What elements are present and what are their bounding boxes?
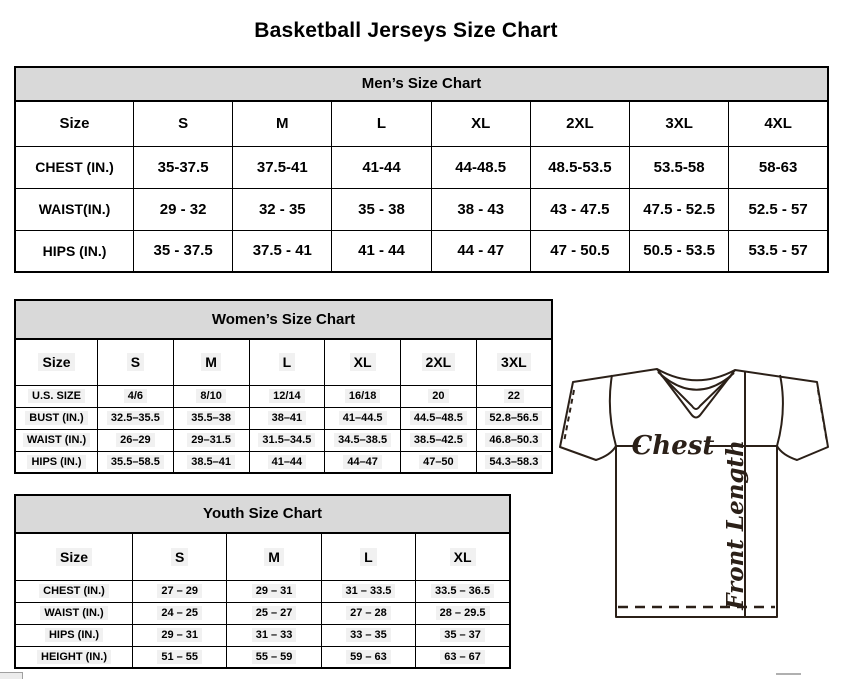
table-row: [15, 188, 828, 230]
cell-text: 31 – 33.5: [342, 584, 396, 598]
mens-size-chart-section: [14, 66, 829, 273]
table-cell: [431, 146, 530, 188]
header-row: [15, 101, 828, 146]
cell-text: L: [376, 115, 387, 133]
row-label: [15, 146, 134, 188]
front-length-label: Front Length: [722, 440, 749, 610]
cell-text: 46.8–50.3: [485, 433, 542, 447]
table-cell: [401, 451, 477, 473]
cell-text: 29–31.5: [187, 433, 235, 447]
cell-text: 38 - 43: [457, 200, 505, 218]
cell-text: 41-44: [362, 158, 401, 176]
table-cell: [401, 429, 477, 451]
column-header-l: [332, 101, 431, 146]
cell-text: 52.8–56.5: [485, 411, 542, 425]
scrollbar-fragment-left: [0, 672, 23, 679]
cell-text: WAIST (IN.): [23, 433, 90, 447]
cell-text: 35 - 37.5: [153, 242, 213, 260]
cell-text: 59 – 63: [346, 650, 391, 664]
table-cell: [98, 429, 174, 451]
table-cell: [530, 146, 629, 188]
table-cell: [729, 188, 828, 230]
table-cell: [630, 188, 729, 230]
column-header-s: [133, 533, 227, 580]
youth-size-table: [14, 532, 511, 669]
cell-text: 47–50: [419, 455, 458, 469]
row-label: [15, 451, 98, 473]
cell-text: 25 – 27: [252, 606, 297, 620]
table-cell: [630, 146, 729, 188]
header-row: [15, 339, 552, 385]
cell-text: WAIST (IN.): [40, 606, 107, 620]
cell-text: 51 – 55: [157, 650, 202, 664]
cell-text: 31 – 33: [252, 628, 297, 642]
cell-text: M: [276, 115, 289, 133]
cell-text: 35.5–38: [187, 411, 235, 425]
table-cell: [416, 624, 510, 646]
right-sleeve-seam: [777, 375, 783, 446]
table-cell: [332, 146, 431, 188]
cell-text: 32.5–35.5: [107, 411, 164, 425]
table-cell: [729, 230, 828, 272]
table-cell: [530, 230, 629, 272]
table-cell: [249, 385, 325, 407]
cell-text: S: [171, 548, 188, 566]
column-header-3xl: [630, 101, 729, 146]
column-header-s: [98, 339, 174, 385]
table-cell: [476, 407, 552, 429]
cell-text: 24 – 25: [157, 606, 202, 620]
table-cell: [98, 407, 174, 429]
table-cell: [321, 580, 415, 602]
youth-chart-title: Youth Size Chart: [14, 494, 511, 532]
cell-text: 29 – 31: [157, 628, 202, 642]
cell-text: 33.5 – 36.5: [431, 584, 494, 598]
cell-text: 43 - 47.5: [550, 200, 610, 218]
cell-text: 44 - 47: [457, 242, 505, 260]
table-row: [15, 451, 552, 473]
table-cell: [133, 624, 227, 646]
table-cell: [325, 429, 401, 451]
table-cell: [416, 602, 510, 624]
table-cell: [325, 407, 401, 429]
size-corner-header: [15, 533, 133, 580]
left-sleeve-seam: [610, 375, 616, 446]
table-cell: [98, 451, 174, 473]
column-header-m: [173, 339, 249, 385]
cell-text: 12/14: [269, 389, 305, 403]
table-cell: [321, 646, 415, 668]
scrollbar-fragment-right: [776, 673, 801, 675]
table-cell: [133, 580, 227, 602]
table-cell: [630, 230, 729, 272]
cell-text: U.S. SIZE: [28, 389, 85, 403]
cell-text: 37.5-41: [256, 158, 308, 176]
cell-text: 41–44: [268, 455, 307, 469]
table-cell: [233, 188, 332, 230]
row-label: [15, 624, 133, 646]
table-cell: [249, 429, 325, 451]
cell-text: 52.5 - 57: [748, 200, 808, 218]
cell-text: 27 – 28: [346, 606, 391, 620]
mens-size-table: [14, 100, 829, 273]
cell-text: 29 – 31: [252, 584, 297, 598]
womens-size-table: [14, 338, 553, 474]
table-cell: [249, 451, 325, 473]
row-label: [15, 429, 98, 451]
cell-text: 35 - 38: [358, 200, 405, 218]
table-cell: [227, 580, 321, 602]
table-cell: [416, 646, 510, 668]
table-cell: [416, 580, 510, 602]
cell-text: 32 - 35: [258, 200, 306, 218]
column-header-xl: [431, 101, 530, 146]
cell-text: 41–44.5: [339, 411, 387, 425]
table-row: [15, 429, 552, 451]
table-cell: [173, 451, 249, 473]
header-row: [15, 533, 510, 580]
table-cell: [133, 646, 227, 668]
page-title: Basketball Jerseys Size Chart: [254, 19, 558, 43]
cell-text: HIPS (IN.): [42, 242, 107, 259]
cell-text: HIPS (IN.): [27, 455, 85, 469]
cell-text: 28 – 29.5: [436, 606, 490, 620]
cell-text: 3XL: [665, 115, 693, 133]
table-row: [15, 646, 510, 668]
cell-text: 16/18: [345, 389, 381, 403]
table-cell: [476, 451, 552, 473]
table-row: [15, 407, 552, 429]
table-cell: [133, 602, 227, 624]
cell-text: 8/10: [196, 389, 225, 403]
table-cell: [476, 429, 552, 451]
youth-size-chart-section: [14, 494, 511, 669]
row-label: [15, 407, 98, 429]
column-header-2xl: [401, 339, 477, 385]
table-cell: [173, 429, 249, 451]
table-cell: [729, 146, 828, 188]
table-cell: [249, 407, 325, 429]
cell-text: 44-48.5: [455, 158, 507, 176]
table-cell: [233, 146, 332, 188]
table-cell: [431, 230, 530, 272]
cell-text: HEIGHT (IN.): [37, 650, 111, 664]
cell-text: 4XL: [764, 115, 792, 133]
table-cell: [325, 385, 401, 407]
cell-text: XL: [471, 115, 491, 133]
mens-size-table-container: [14, 100, 829, 273]
table-cell: [332, 230, 431, 272]
table-cell: [227, 646, 321, 668]
cell-text: HIPS (IN.): [45, 628, 103, 642]
cell-text: 35.5–58.5: [107, 455, 164, 469]
cell-text: 26–29: [116, 433, 155, 447]
cell-text: M: [201, 353, 221, 371]
cell-text: 44–47: [343, 455, 382, 469]
cell-text: S: [127, 353, 144, 371]
table-row: [15, 385, 552, 407]
youth-size-table-container: [14, 532, 511, 669]
cell-text: 37.5 - 41: [252, 242, 312, 260]
table-cell: [98, 385, 174, 407]
mens-chart-title: Men’s Size Chart: [14, 66, 829, 100]
table-cell: [134, 188, 233, 230]
table-cell: [227, 624, 321, 646]
cell-text: 38–41: [268, 411, 307, 425]
womens-size-chart-section: [14, 299, 553, 474]
cell-text: S: [178, 115, 189, 133]
cell-text: 34.5–38.5: [334, 433, 391, 447]
cell-text: 27 – 29: [157, 584, 202, 598]
cell-text: L: [360, 548, 377, 566]
table-cell: [233, 230, 332, 272]
cell-text: L: [279, 353, 296, 371]
cell-text: M: [264, 548, 284, 566]
cell-text: BUST (IN.): [25, 411, 87, 425]
jersey-outline: [560, 369, 828, 617]
column-header-l: [321, 533, 415, 580]
cell-text: WAIST(IN.): [38, 201, 111, 217]
table-cell: [134, 230, 233, 272]
table-cell: [476, 385, 552, 407]
row-label: [15, 230, 134, 272]
column-header-m: [227, 533, 321, 580]
cell-text: 4/6: [124, 389, 147, 403]
column-header-4xl: [729, 101, 828, 146]
row-label: [15, 602, 133, 624]
table-row: [15, 624, 510, 646]
womens-size-table-container: [14, 338, 553, 474]
cell-text: XL: [450, 548, 476, 566]
column-header-xl: [416, 533, 510, 580]
cell-text: 33 – 35: [346, 628, 391, 642]
row-label: [15, 646, 133, 668]
table-cell: [173, 385, 249, 407]
cell-text: Size: [56, 548, 92, 566]
cell-text: 3XL: [497, 353, 531, 371]
table-cell: [530, 188, 629, 230]
cell-text: 22: [504, 389, 524, 403]
table-cell: [401, 385, 477, 407]
table-cell: [325, 451, 401, 473]
womens-chart-title: Women’s Size Chart: [14, 299, 553, 338]
cell-text: 55 – 59: [252, 650, 297, 664]
cell-text: 35 – 37: [440, 628, 485, 642]
table-cell: [227, 602, 321, 624]
column-header-2xl: [530, 101, 629, 146]
table-cell: [321, 624, 415, 646]
row-label: [15, 385, 98, 407]
cell-text: 41 - 44: [358, 242, 405, 260]
cell-text: Size: [38, 353, 74, 371]
cell-text: 44.5–48.5: [410, 411, 467, 425]
jersey-measurement-diagram: [556, 358, 840, 632]
cell-text: 54.3–58.3: [485, 455, 542, 469]
table-row: [15, 580, 510, 602]
size-corner-header: [15, 101, 134, 146]
column-header-l: [249, 339, 325, 385]
chest-label: Chest: [631, 431, 715, 461]
cell-text: 35-37.5: [157, 158, 209, 176]
cell-text: 38.5–41: [187, 455, 235, 469]
cell-text: 29 - 32: [159, 200, 207, 218]
cell-text: 2XL: [422, 353, 456, 371]
cell-text: 53.5 - 57: [748, 242, 808, 260]
row-label: [15, 580, 133, 602]
size-corner-header: [15, 339, 98, 385]
table-row: [15, 230, 828, 272]
column-header-xl: [325, 339, 401, 385]
table-cell: [431, 188, 530, 230]
table-row: [15, 602, 510, 624]
table-row: [15, 146, 828, 188]
cell-text: CHEST (IN.): [35, 159, 114, 175]
table-cell: [134, 146, 233, 188]
column-header-m: [233, 101, 332, 146]
cell-text: 47 - 50.5: [550, 242, 610, 260]
cell-text: CHEST (IN.): [39, 584, 109, 598]
cell-text: 47.5 - 52.5: [643, 200, 715, 218]
column-header-s: [134, 101, 233, 146]
cell-text: 58-63: [758, 158, 798, 176]
column-header-3xl: [476, 339, 552, 385]
cell-text: Size: [59, 115, 90, 133]
cell-text: 38.5–42.5: [410, 433, 467, 447]
cell-text: 53.5-58: [653, 158, 705, 176]
cell-text: 20: [428, 389, 448, 403]
cell-text: 2XL: [566, 115, 594, 133]
cell-text: 63 – 67: [440, 650, 485, 664]
table-cell: [321, 602, 415, 624]
cell-text: XL: [350, 353, 376, 371]
cell-text: 31.5–34.5: [258, 433, 315, 447]
row-label: [15, 188, 134, 230]
cell-text: 48.5-53.5: [548, 158, 612, 176]
table-cell: [332, 188, 431, 230]
table-cell: [401, 407, 477, 429]
cell-text: 50.5 - 53.5: [643, 242, 715, 260]
table-cell: [173, 407, 249, 429]
